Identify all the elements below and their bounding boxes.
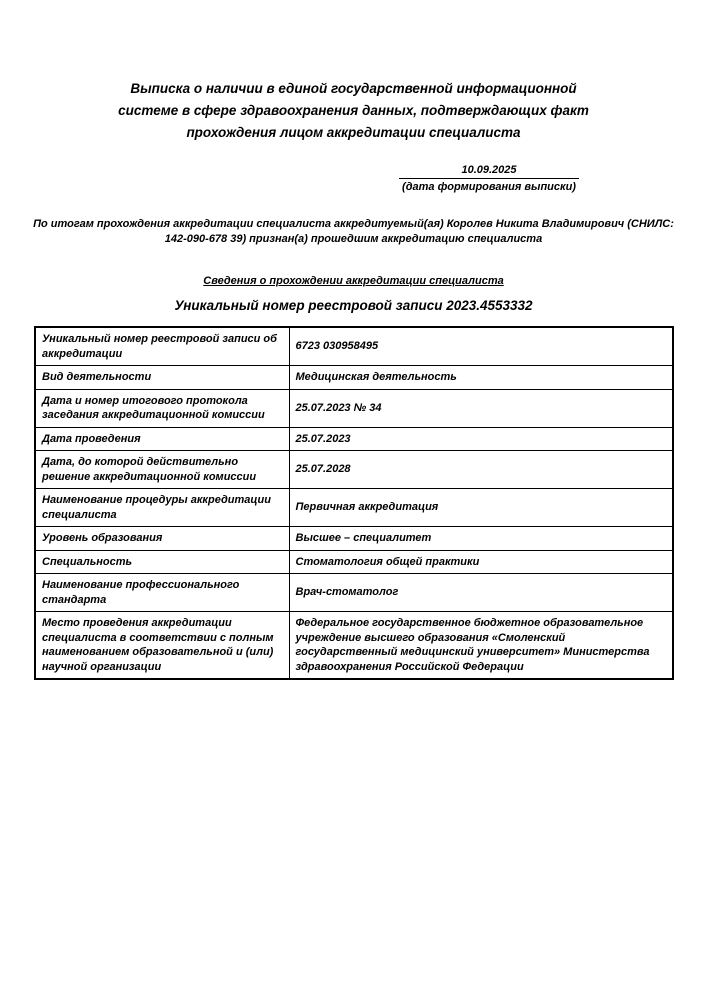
row-value: Стоматология общей практики [289, 550, 673, 574]
row-label: Специальность [35, 550, 289, 574]
extract-date-caption: (дата формирования выписки) [402, 181, 576, 193]
table-row [35, 574, 673, 612]
table-row [35, 366, 673, 390]
extract-date-block [399, 164, 579, 193]
table-row [35, 427, 673, 451]
row-label: Наименование процедуры аккредитации специалиста [35, 489, 289, 527]
extract-date-value: 10.09.2025 [399, 164, 579, 179]
row-label: Место проведения аккредитации специалиста в соответствии с полным наименованием образовательной и (или) научной организации [35, 612, 289, 680]
row-label: Дата и номер итогового протокола заседания аккредитационной комиссии [35, 389, 289, 427]
row-label: Уровень образования [35, 527, 289, 551]
registry-number-line: Уникальный номер реестровой записи 2023.4553332 [174, 298, 533, 313]
row-value: 6723 030958495 [289, 327, 673, 366]
table-row [35, 527, 673, 551]
intro-paragraph: По итогам прохождения аккредитации специалиста аккредитуемый(ая) Королев Никита Владимирович (СНИЛС: 142-090-678 39) признан(а) прошедшим аккредитацию специалиста [33, 218, 674, 245]
accreditation-details-table [34, 326, 674, 680]
row-value: Первичная аккредитация [289, 489, 673, 527]
table-row [35, 327, 673, 366]
table-row [35, 612, 673, 680]
table-row [35, 451, 673, 489]
table-row [35, 389, 673, 427]
row-value: Федеральное государственное бюджетное образовательное учреждение высшего образования «Смоленский государственный медицинский университет» Министерства здравоохранения Российской Федерации [289, 612, 673, 680]
table-row [35, 550, 673, 574]
row-value: 25.07.2023 № 34 [289, 389, 673, 427]
document-title-line: Выписка о наличии в единой государственной информационной [130, 81, 577, 96]
row-value: Врач-стоматолог [289, 574, 673, 612]
row-value: 25.07.2028 [289, 451, 673, 489]
document-title [0, 0, 707, 144]
row-label: Дата проведения [35, 427, 289, 451]
row-label: Вид деятельности [35, 366, 289, 390]
row-label: Дата, до которой действительно решение аккредитационной комиссии [35, 451, 289, 489]
row-value: 25.07.2023 [289, 427, 673, 451]
document-title-line: прохождения лицом аккредитации специалиста [186, 125, 521, 140]
row-label: Уникальный номер реестровой записи об аккредитации [35, 327, 289, 366]
table-row [35, 489, 673, 527]
row-value: Медицинская деятельность [289, 366, 673, 390]
document-title-line: системе в сфере здравоохранения данных, подтверждающих факт [118, 103, 589, 118]
row-label: Наименование профессионального стандарта [35, 574, 289, 612]
section-heading: Сведения о прохождении аккредитации специалиста [203, 275, 504, 287]
row-value: Высшее – специалитет [289, 527, 673, 551]
